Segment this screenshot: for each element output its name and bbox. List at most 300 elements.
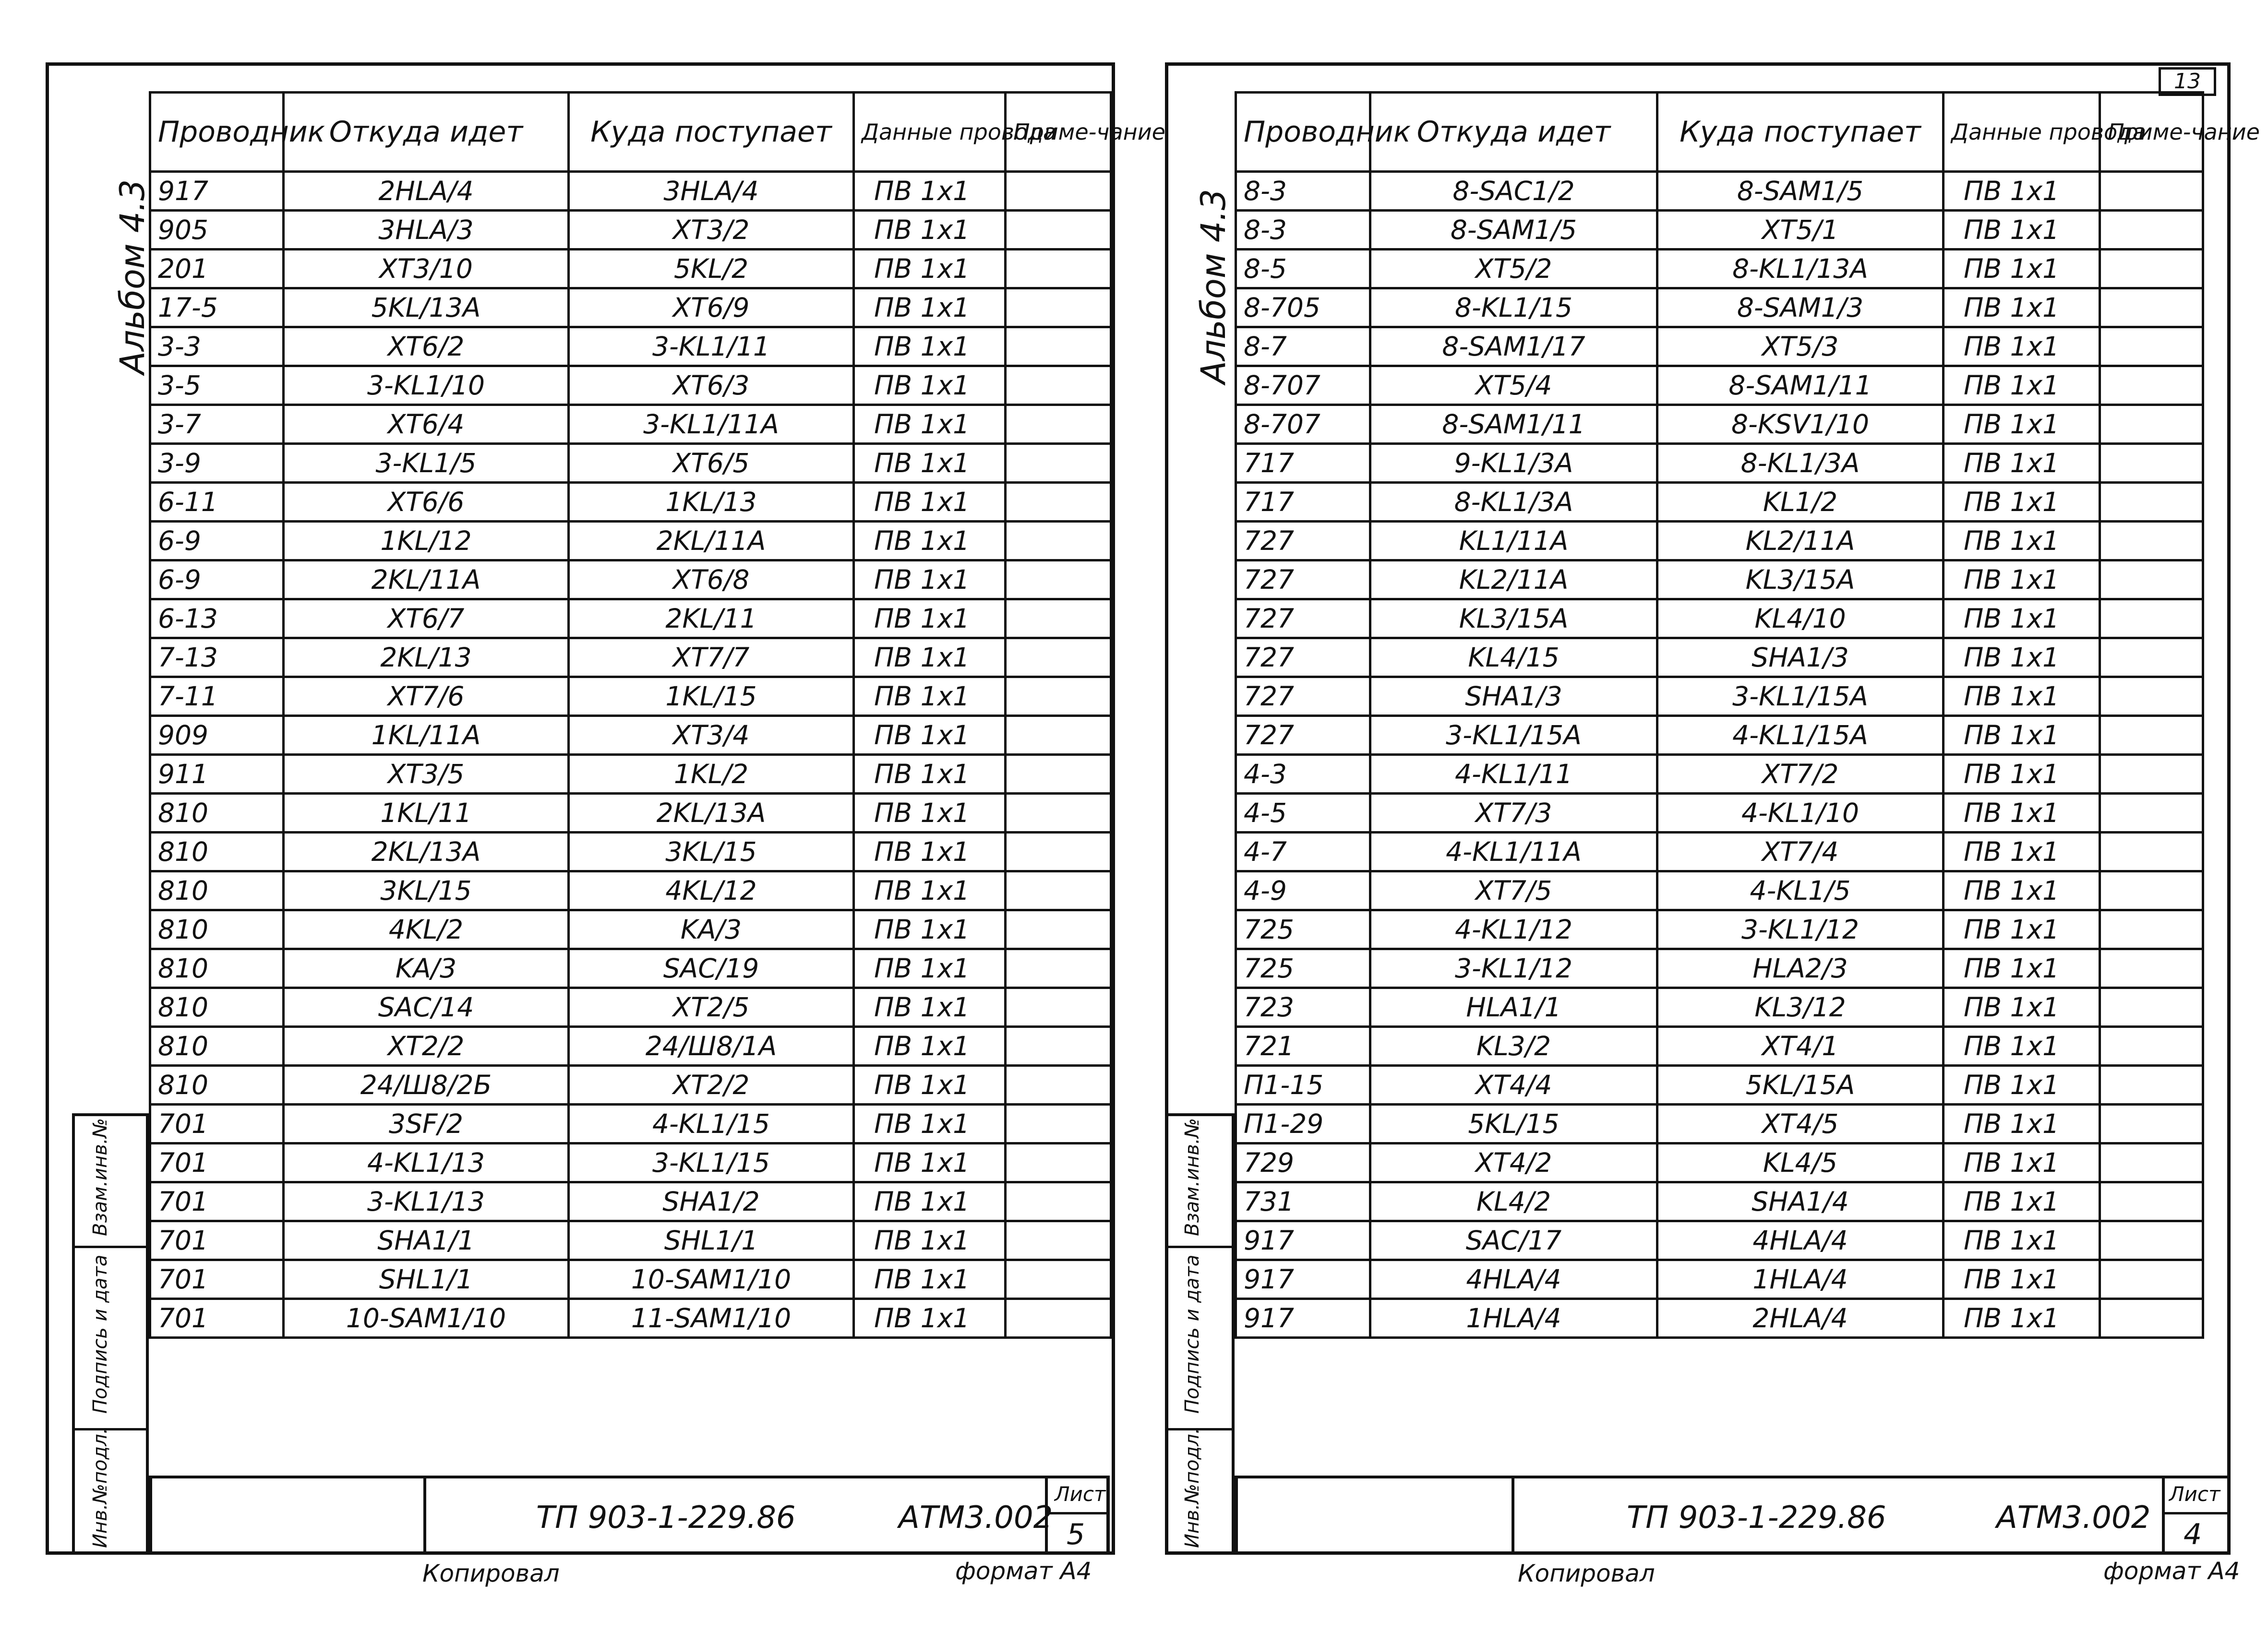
table-row (150, 833, 1111, 871)
cell-note (2100, 405, 2203, 444)
cell-note (1006, 1182, 1111, 1221)
cell-from: XT7/6 (284, 677, 569, 716)
cell-wire-data: ПВ 1x1 (1944, 638, 2100, 677)
cell-from: 3KL/15 (284, 871, 569, 910)
cell-wire-data: ПВ 1x1 (1944, 172, 2100, 211)
cell-conductor: 8-707 (1236, 366, 1370, 405)
cell-conductor: 810 (150, 794, 284, 833)
cell-wire-data: ПВ 1x1 (1944, 1260, 2100, 1299)
cell-conductor: 17-5 (150, 288, 284, 327)
cell-wire-data: ПВ 1x1 (854, 366, 1006, 405)
left-format-label: формат А4 (955, 1557, 1092, 1585)
cell-wire-data: ПВ 1x1 (1944, 560, 2100, 599)
cell-note (1006, 871, 1111, 910)
cell-wire-data: ПВ 1x1 (1944, 599, 2100, 638)
cell-conductor: 727 (1236, 677, 1370, 716)
cell-from: SHA1/1 (284, 1221, 569, 1260)
cell-conductor: 7-13 (150, 638, 284, 677)
cell-conductor: 810 (150, 1066, 284, 1105)
cell-conductor: 8-707 (1236, 405, 1370, 444)
cell-note (2100, 988, 2203, 1027)
cell-note (2100, 560, 2203, 599)
cell-note (1006, 250, 1111, 288)
cell-to: 3-KL1/15A (1657, 677, 1944, 716)
cell-wire-data: ПВ 1x1 (1944, 677, 2100, 716)
cell-note (1006, 1221, 1111, 1260)
cell-to: XT7/4 (1657, 833, 1944, 871)
table-row (150, 871, 1111, 910)
cell-from: 3HLA/3 (284, 211, 569, 250)
cell-to: SHA1/3 (1657, 638, 1944, 677)
cell-from: 3-KL1/12 (1370, 949, 1657, 988)
cell-to: 4HLA/4 (1657, 1221, 1944, 1260)
cell-conductor: 731 (1236, 1182, 1370, 1221)
cell-from: KL3/15A (1370, 599, 1657, 638)
cell-wire-data: ПВ 1x1 (854, 677, 1006, 716)
cell-conductor: 917 (1236, 1260, 1370, 1299)
cell-to: 4KL/12 (569, 871, 854, 910)
table-row (150, 250, 1111, 288)
table-row (1236, 1144, 2203, 1182)
cell-conductor: 8-3 (1236, 172, 1370, 211)
cell-to: 1KL/13 (569, 483, 854, 522)
cell-to: 3KL/15 (569, 833, 854, 871)
table-row (150, 211, 1111, 250)
cell-wire-data: ПВ 1x1 (854, 794, 1006, 833)
cell-to: 3-KL1/15 (569, 1144, 854, 1182)
cell-from: XT4/2 (1370, 1144, 1657, 1182)
cell-from: 4-KL1/12 (1370, 910, 1657, 949)
table-row (1236, 794, 2203, 833)
table-row (1236, 755, 2203, 794)
table-row (150, 1221, 1111, 1260)
cell-from: 5KL/13A (284, 288, 569, 327)
table-row (150, 1299, 1111, 1338)
cell-to: 11-SAM1/10 (569, 1299, 854, 1338)
cell-from: 9-KL1/3A (1370, 444, 1657, 483)
table-row (150, 444, 1111, 483)
cell-from: XT6/4 (284, 405, 569, 444)
cell-to: XT3/2 (569, 211, 854, 250)
table-row (150, 1144, 1111, 1182)
cell-note (1006, 483, 1111, 522)
cell-wire-data: ПВ 1x1 (1944, 716, 2100, 755)
table-row (150, 599, 1111, 638)
strip-label-sign: Подпись и дата (89, 1254, 111, 1414)
cell-wire-data: ПВ 1x1 (854, 444, 1006, 483)
table-row (1236, 250, 2203, 288)
cell-to: KA/3 (569, 910, 854, 949)
cell-conductor: 717 (1236, 483, 1370, 522)
cell-from: XT6/6 (284, 483, 569, 522)
cell-note (1006, 988, 1111, 1027)
cell-conductor: 723 (1236, 988, 1370, 1027)
cell-to: 1HLA/4 (1657, 1260, 1944, 1299)
cell-from: XT6/7 (284, 599, 569, 638)
cell-conductor: 917 (1236, 1221, 1370, 1260)
left-title-block (149, 1476, 1110, 1555)
cell-note (1006, 1299, 1111, 1338)
cell-note (2100, 1144, 2203, 1182)
cell-note (1006, 522, 1111, 560)
strip-label-sign: Подпись и дата (1181, 1254, 1203, 1414)
cell-wire-data: ПВ 1x1 (1944, 794, 2100, 833)
cell-to: 4-KL1/5 (1657, 871, 1944, 910)
cell-from: 1KL/11A (284, 716, 569, 755)
table-row (1236, 871, 2203, 910)
cell-to: KL3/15A (1657, 560, 1944, 599)
table-row (1236, 910, 2203, 949)
cell-from: XT6/2 (284, 327, 569, 366)
table-row (1236, 638, 2203, 677)
left-album-label: Альбом 4.3 (113, 179, 152, 374)
cell-to: KL1/2 (1657, 483, 1944, 522)
cell-from: 2KL/11A (284, 560, 569, 599)
table-row (1236, 172, 2203, 211)
cell-conductor: 3-9 (150, 444, 284, 483)
cell-to: 2KL/11 (569, 599, 854, 638)
cell-from: 8-SAM1/5 (1370, 211, 1657, 250)
table-row (1236, 1027, 2203, 1066)
cell-to: 3HLA/4 (569, 172, 854, 211)
cell-note (2100, 444, 2203, 483)
cell-from: 8-SAM1/17 (1370, 327, 1657, 366)
cell-note (2100, 871, 2203, 910)
cell-note (1006, 172, 1111, 211)
cell-to: SAC/19 (569, 949, 854, 988)
cell-conductor: 721 (1236, 1027, 1370, 1066)
cell-to: XT4/1 (1657, 1027, 1944, 1066)
cell-wire-data: ПВ 1x1 (854, 1299, 1006, 1338)
cell-note (2100, 599, 2203, 638)
cell-wire-data: ПВ 1x1 (854, 1260, 1006, 1299)
cell-wire-data: ПВ 1x1 (1944, 366, 2100, 405)
cell-to: XT6/3 (569, 366, 854, 405)
cell-to: XT5/3 (1657, 327, 1944, 366)
cell-to: 2KL/11A (569, 522, 854, 560)
cell-from: KA/3 (284, 949, 569, 988)
strip-label-replace: Взам.инв.№ (89, 1118, 111, 1236)
cell-wire-data: ПВ 1x1 (854, 327, 1006, 366)
cell-wire-data: ПВ 1x1 (1944, 1027, 2100, 1066)
table-row (1236, 405, 2203, 444)
table-row (1236, 366, 2203, 405)
cell-note (1006, 1144, 1111, 1182)
cell-conductor: 725 (1236, 910, 1370, 949)
cell-note (2100, 1182, 2203, 1221)
table-row (1236, 1299, 2203, 1338)
cell-conductor: 701 (150, 1299, 284, 1338)
cell-wire-data: ПВ 1x1 (1944, 871, 2100, 910)
cell-conductor: 6-13 (150, 599, 284, 638)
cell-note (1006, 716, 1111, 755)
table-row (150, 1066, 1111, 1105)
cell-to: XT5/1 (1657, 211, 1944, 250)
right-page-number: 13 (2159, 67, 2216, 96)
cell-wire-data: ПВ 1x1 (854, 716, 1006, 755)
cell-to: XT2/2 (569, 1066, 854, 1105)
cell-wire-data: ПВ 1x1 (854, 1144, 1006, 1182)
cell-conductor: П1-15 (1236, 1066, 1370, 1105)
cell-from: SHL1/1 (284, 1260, 569, 1299)
cell-conductor: 701 (150, 1221, 284, 1260)
cell-wire-data: ПВ 1x1 (854, 1182, 1006, 1221)
cell-note (1006, 833, 1111, 871)
cell-conductor: 725 (1236, 949, 1370, 988)
left-sheet-label: Лист (1055, 1482, 1106, 1506)
cell-to: 4-KL1/10 (1657, 794, 1944, 833)
cell-to: 5KL/15A (1657, 1066, 1944, 1105)
cell-note (2100, 1299, 2203, 1338)
cell-note (1006, 211, 1111, 250)
cell-from: 2KL/13A (284, 833, 569, 871)
cell-from: XT7/3 (1370, 794, 1657, 833)
table-row (150, 638, 1111, 677)
table-row (150, 794, 1111, 833)
cell-from: 5KL/15 (1370, 1105, 1657, 1144)
cell-from: 24/Ш8/2Б (284, 1066, 569, 1105)
cell-note (1006, 366, 1111, 405)
table-row (150, 483, 1111, 522)
cell-from: 4HLA/4 (1370, 1260, 1657, 1299)
cell-to: SHA1/4 (1657, 1182, 1944, 1221)
cell-to: 5KL/2 (569, 250, 854, 288)
cell-from: XT5/4 (1370, 366, 1657, 405)
cell-from: SAC/17 (1370, 1221, 1657, 1260)
cell-wire-data: ПВ 1x1 (854, 910, 1006, 949)
cell-conductor: 701 (150, 1144, 284, 1182)
cell-note (1006, 1027, 1111, 1066)
header-conductor: Проводник (1236, 93, 1370, 172)
cell-from: 4-KL1/13 (284, 1144, 569, 1182)
cell-wire-data: ПВ 1x1 (854, 638, 1006, 677)
left-copied-label: Копировал (422, 1560, 560, 1587)
cell-conductor: 4-5 (1236, 794, 1370, 833)
cell-note (1006, 1066, 1111, 1105)
cell-to: 3-KL1/11A (569, 405, 854, 444)
cell-note (1006, 327, 1111, 366)
cell-note (1006, 444, 1111, 483)
cell-wire-data: ПВ 1x1 (1944, 327, 2100, 366)
cell-from: 2KL/13 (284, 638, 569, 677)
cell-note (1006, 560, 1111, 599)
cell-to: KL3/12 (1657, 988, 1944, 1027)
cell-to: 8-KL1/3A (1657, 444, 1944, 483)
cell-to: 1KL/2 (569, 755, 854, 794)
table-row (1236, 444, 2203, 483)
cell-note (2100, 1260, 2203, 1299)
right-sheet-label: Лист (2169, 1482, 2220, 1506)
cell-note (2100, 1105, 2203, 1144)
cell-note (1006, 1260, 1111, 1299)
cell-wire-data: ПВ 1x1 (1944, 250, 2100, 288)
cell-wire-data: ПВ 1x1 (854, 1066, 1006, 1105)
table-row (1236, 211, 2203, 250)
left-sheet-number: 5 (1067, 1518, 1085, 1551)
table-row (1236, 1066, 2203, 1105)
cell-note (2100, 250, 2203, 288)
cell-wire-data: ПВ 1x1 (1944, 444, 2100, 483)
table-row (150, 366, 1111, 405)
cell-conductor: 810 (150, 910, 284, 949)
cell-from: KL3/2 (1370, 1027, 1657, 1066)
header-from: Откуда идет (284, 93, 569, 172)
cell-to: HLA2/3 (1657, 949, 1944, 988)
cell-conductor: 909 (150, 716, 284, 755)
cell-note (1006, 677, 1111, 716)
cell-conductor: 810 (150, 988, 284, 1027)
table-row (1236, 599, 2203, 638)
cell-note (2100, 949, 2203, 988)
cell-wire-data: ПВ 1x1 (854, 250, 1006, 288)
cell-conductor: 8-705 (1236, 288, 1370, 327)
cell-conductor: 6-9 (150, 522, 284, 560)
cell-from: SHA1/3 (1370, 677, 1657, 716)
cell-conductor: 810 (150, 1027, 284, 1066)
cell-from: 4KL/2 (284, 910, 569, 949)
cell-conductor: 917 (150, 172, 284, 211)
cell-wire-data: ПВ 1x1 (854, 833, 1006, 871)
table-row (150, 288, 1111, 327)
table-row (150, 988, 1111, 1027)
right-format-label: формат А4 (2103, 1557, 2240, 1585)
table-row (150, 172, 1111, 211)
table-row (1236, 483, 2203, 522)
header-conductor: Проводник (150, 93, 284, 172)
cell-to: 2HLA/4 (1657, 1299, 1944, 1338)
cell-note (2100, 638, 2203, 677)
cell-note (1006, 288, 1111, 327)
cell-to: 2KL/13A (569, 794, 854, 833)
cell-note (1006, 405, 1111, 444)
cell-conductor: 727 (1236, 716, 1370, 755)
cell-to: 8-KL1/13A (1657, 250, 1944, 288)
table-row (150, 522, 1111, 560)
table-row (150, 677, 1111, 716)
cell-conductor: 8-3 (1236, 211, 1370, 250)
strip-label-inv: Инв.№подл. (89, 1428, 111, 1548)
cell-note (1006, 794, 1111, 833)
cell-conductor: 201 (150, 250, 284, 288)
cell-conductor: 911 (150, 755, 284, 794)
cell-conductor: 3-3 (150, 327, 284, 366)
cell-wire-data: ПВ 1x1 (1944, 949, 2100, 988)
cell-wire-data: ПВ 1x1 (854, 172, 1006, 211)
cell-conductor: 4-3 (1236, 755, 1370, 794)
table-row (150, 1027, 1111, 1066)
cell-from: 4-KL1/11 (1370, 755, 1657, 794)
right-copied-label: Копировал (1518, 1560, 1655, 1587)
cell-wire-data: ПВ 1x1 (854, 1027, 1006, 1066)
right-sheet-number: 4 (2184, 1518, 2202, 1551)
cell-from: 8-KL1/15 (1370, 288, 1657, 327)
header-wire-data: Данные провода (1944, 93, 2100, 172)
cell-note (1006, 755, 1111, 794)
cell-wire-data: ПВ 1x1 (1944, 522, 2100, 560)
cell-wire-data: ПВ 1x1 (854, 949, 1006, 988)
cell-note (2100, 716, 2203, 755)
cell-note (2100, 833, 2203, 871)
cell-wire-data: ПВ 1x1 (854, 1105, 1006, 1144)
cell-to: XT6/9 (569, 288, 854, 327)
cell-from: KL2/11A (1370, 560, 1657, 599)
strip-label-replace: Взам.инв.№ (1181, 1118, 1203, 1236)
cell-conductor: 701 (150, 1105, 284, 1144)
cell-wire-data: ПВ 1x1 (1944, 483, 2100, 522)
cell-to: SHA1/2 (569, 1182, 854, 1221)
cell-from: XT7/5 (1370, 871, 1657, 910)
right-wire-table (1235, 91, 2260, 1339)
cell-conductor: 727 (1236, 560, 1370, 599)
cell-note (2100, 211, 2203, 250)
left-table-header (150, 93, 1111, 172)
table-row (150, 949, 1111, 988)
cell-note (2100, 755, 2203, 794)
table-row (1236, 288, 2203, 327)
cell-from: 8-SAC1/2 (1370, 172, 1657, 211)
cell-from: 1KL/11 (284, 794, 569, 833)
cell-wire-data: ПВ 1x1 (1944, 1066, 2100, 1105)
cell-conductor: 3-7 (150, 405, 284, 444)
cell-to: KL4/10 (1657, 599, 1944, 638)
cell-from: XT2/2 (284, 1027, 569, 1066)
table-row (150, 716, 1111, 755)
left-side-strip (72, 1113, 149, 1555)
left-sheet-code: АТМ3.002 (899, 1500, 1053, 1536)
cell-note (2100, 327, 2203, 366)
cell-wire-data: ПВ 1x1 (1944, 910, 2100, 949)
cell-to: 24/Ш8/1A (569, 1027, 854, 1066)
cell-from: 3SF/2 (284, 1105, 569, 1144)
cell-conductor: 6-11 (150, 483, 284, 522)
table-row (150, 1182, 1111, 1221)
cell-wire-data: ПВ 1x1 (854, 405, 1006, 444)
cell-wire-data: ПВ 1x1 (854, 483, 1006, 522)
right-side-strip (1165, 1113, 1235, 1555)
right-sheet-code: АТМ3.002 (1996, 1500, 2151, 1536)
cell-wire-data: ПВ 1x1 (1944, 988, 2100, 1027)
cell-wire-data: ПВ 1x1 (854, 560, 1006, 599)
cell-note (2100, 172, 2203, 211)
cell-to: XT7/2 (1657, 755, 1944, 794)
cell-note (2100, 677, 2203, 716)
right-table-header (1236, 93, 2203, 172)
cell-from: XT3/10 (284, 250, 569, 288)
cell-wire-data: ПВ 1x1 (854, 599, 1006, 638)
cell-wire-data: ПВ 1x1 (854, 1221, 1006, 1260)
cell-from: XT5/2 (1370, 250, 1657, 288)
cell-from: 3-KL1/10 (284, 366, 569, 405)
cell-wire-data: ПВ 1x1 (854, 755, 1006, 794)
cell-wire-data: ПВ 1x1 (1944, 1299, 2100, 1338)
cell-note (2100, 1027, 2203, 1066)
cell-to: 3-KL1/12 (1657, 910, 1944, 949)
cell-conductor: 729 (1236, 1144, 1370, 1182)
cell-note (2100, 366, 2203, 405)
table-row (150, 1260, 1111, 1299)
header-from: Откуда идет (1370, 93, 1657, 172)
table-row (150, 405, 1111, 444)
cell-conductor: 3-5 (150, 366, 284, 405)
cell-note (2100, 794, 2203, 833)
cell-conductor: 7-11 (150, 677, 284, 716)
cell-from: 2HLA/4 (284, 172, 569, 211)
cell-conductor: 727 (1236, 599, 1370, 638)
cell-conductor: 8-5 (1236, 250, 1370, 288)
cell-from: 3-KL1/5 (284, 444, 569, 483)
cell-to: 1KL/15 (569, 677, 854, 716)
table-row (150, 755, 1111, 794)
